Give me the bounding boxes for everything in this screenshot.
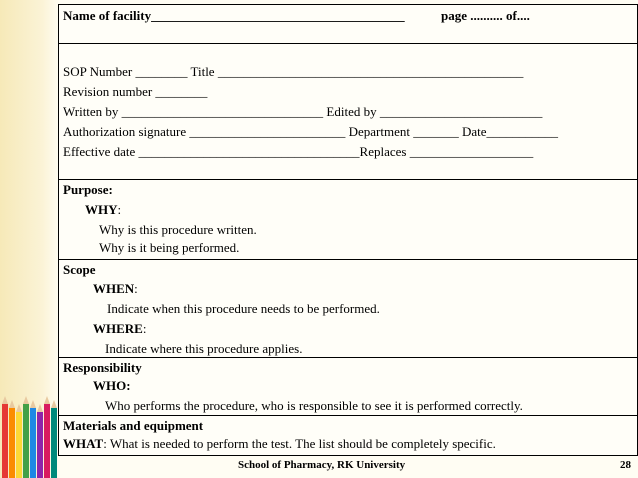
purpose-section: [59, 179, 637, 260]
revision-number-line: Revision number ________: [63, 84, 208, 99]
when-label: WHEN: [93, 281, 135, 296]
what-label: WHAT: [63, 436, 104, 451]
responsibility-section: [59, 357, 637, 416]
authorization-line: Authorization signature ________________________ Department _______ Date___________: [63, 124, 559, 139]
pencil-tip: [23, 396, 29, 404]
pencil-tip: [44, 396, 50, 404]
responsibility-heading: Responsibility: [63, 360, 142, 375]
why-label: WHY: [85, 202, 118, 217]
pencil-body: [37, 412, 43, 478]
facility-row: [59, 5, 637, 44]
pencil-body: [2, 404, 8, 478]
purpose-text-1: Why is this procedure written.: [99, 222, 257, 237]
pencil-tip: [51, 400, 57, 408]
who-text: Who performs the procedure, who is responsible to see it is performed correctly.: [105, 398, 523, 413]
what-text: : What is needed to perform the test. The list should be completely specific.: [103, 436, 496, 451]
pencil-tip: [2, 396, 8, 404]
footer-page-number: 28: [620, 459, 631, 471]
where-text: Indicate where this procedure applies.: [105, 341, 303, 356]
scope-section: [59, 259, 637, 358]
facility-blank: _______________________________________: [151, 8, 405, 23]
why-colon: :: [117, 202, 122, 217]
pencil-body: [9, 408, 15, 478]
pencil-tip: [9, 400, 15, 408]
pencil-body: [51, 408, 57, 478]
effective-date-line: Effective date __________________________________Replaces ___________________: [63, 144, 534, 159]
who-label: WHO:: [93, 378, 131, 393]
materials-section: [59, 415, 637, 455]
page-of-label: page .......... of....: [441, 8, 530, 23]
pencil-tip: [16, 404, 22, 412]
where-colon: :: [142, 321, 147, 336]
facility-label: Name of facility: [63, 8, 152, 23]
written-edited-line: Written by _______________________________ Edited by _________________________: [63, 104, 543, 119]
when-text: Indicate when this procedure needs to be performed.: [107, 301, 380, 316]
pencil-tip: [30, 400, 36, 408]
sop-number-title-line: SOP Number ________ Title _______________________________________________: [63, 64, 524, 79]
colored-pencils-decoration: [0, 388, 60, 478]
scope-heading: Scope: [63, 262, 96, 277]
when-colon: :: [134, 281, 138, 296]
pencil-body: [44, 404, 50, 478]
footer-school-name: School of Pharmacy, RK University: [238, 459, 406, 471]
where-label: WHERE: [93, 321, 143, 336]
sop-form-sheet: [58, 4, 638, 456]
pencil-body: [16, 412, 22, 478]
pencil-tip: [37, 404, 43, 412]
pencil-body: [23, 404, 29, 478]
pencil-body: [30, 408, 36, 478]
sop-details-row: [59, 43, 637, 180]
purpose-text-2: Why is it being performed.: [99, 240, 240, 255]
materials-heading: Materials and equipment: [63, 418, 204, 433]
purpose-heading: Purpose:: [63, 182, 113, 197]
